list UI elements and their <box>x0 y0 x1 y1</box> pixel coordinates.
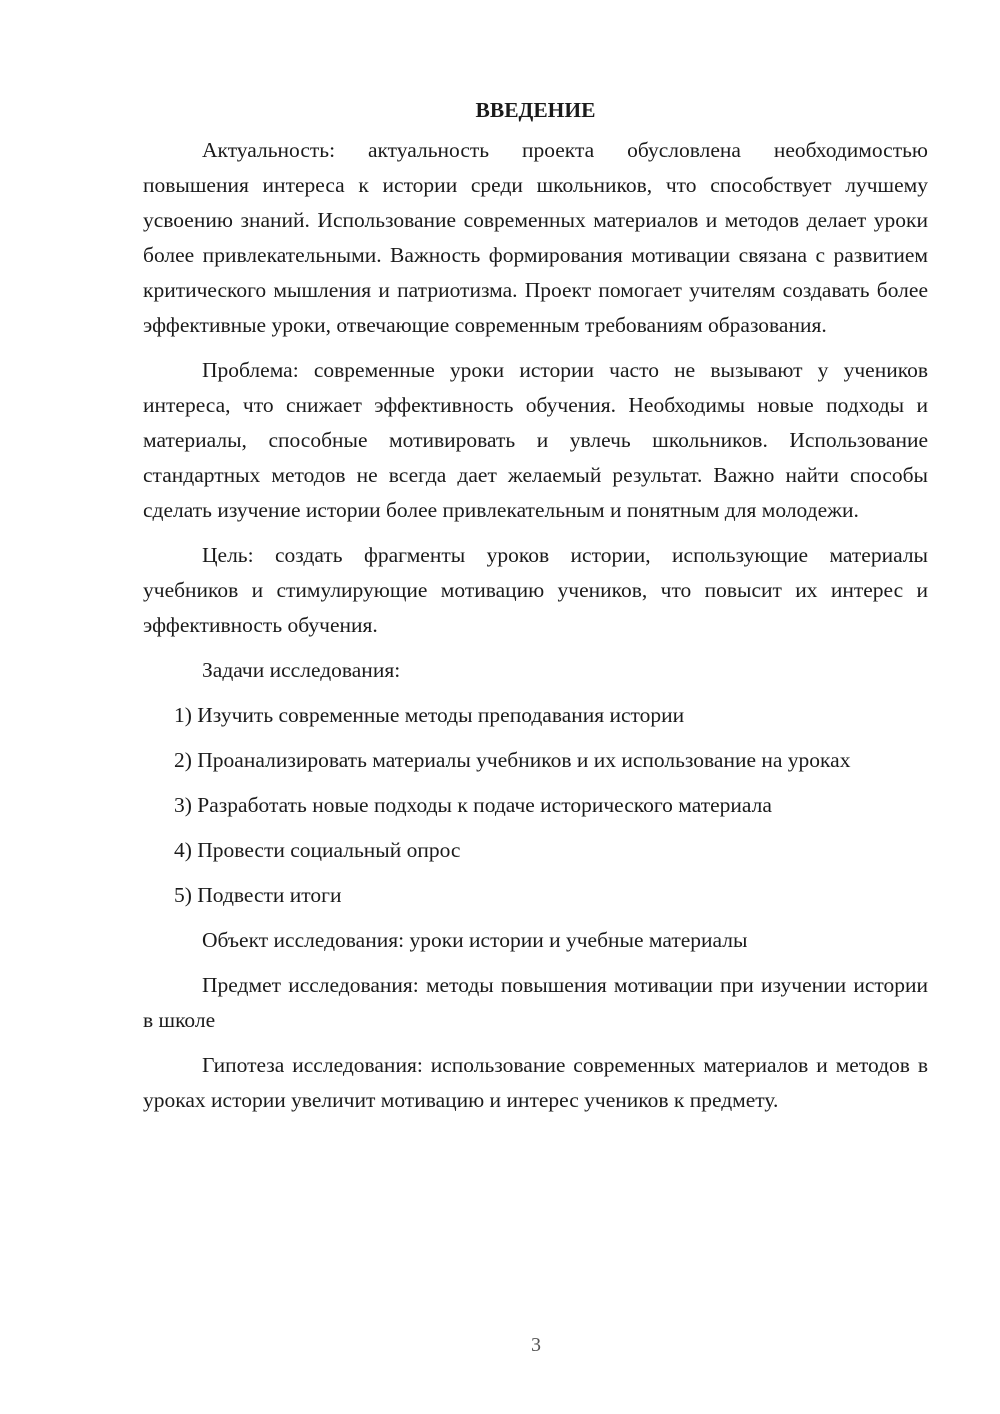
paragraph-hypothesis: Гипотеза исследования: использование современных материалов и методов в уроках истории увеличит мотивацию и интерес учеников к предмету. <box>143 1053 928 1112</box>
page-title: ВВЕДЕНИЕ <box>475 98 596 122</box>
paragraph-goal: Цель: создать фрагменты уроков истории, использующие материалы учебников и стимулирующие мотивацию учеников, что повысит их интерес и эффективность обучения. <box>143 543 928 637</box>
task-item-1: 1) Изучить современные методы преподавания истории <box>174 703 685 727</box>
task-item-5: 5) Подвести итоги <box>174 883 342 907</box>
task-item-3: 3) Разработать новые подходы к подаче исторического материала <box>174 793 772 817</box>
paragraph-problem: Проблема: современные уроки истории часто не вызывают у учеников интереса, что снижает эффективность обучения. Необходимы новые подходы и материалы, способные мотивировать и увлечь школьников. Использование стандартных методов не всегда дает желаемый результат. Важно найти способы сделать изучение истории более привлекательным и понятным для молодежи. <box>143 358 928 522</box>
paragraph-relevance: Актуальность: актуальность проекта обусловлена необходимостью повышения интереса к истории среди школьников, что способствует лучшему усвоению знаний. Использование современных материалов и методов делает уроки более привлекательными. Важность формирования мотивации связана с развитием критического мышления и патриотизма. Проект помогает учителям создавать более эффективные уроки, отвечающие современным требованиям образования. <box>143 138 928 337</box>
tasks-heading: Задачи исследования: <box>202 658 401 682</box>
paragraph-object: Объект исследования: уроки истории и учебные материалы <box>202 928 748 952</box>
page-number: 3 <box>531 1334 541 1356</box>
task-item-4: 4) Провести социальный опрос <box>174 838 461 862</box>
task-item-2: 2) Проанализировать материалы учебников и их использование на уроках <box>174 748 851 772</box>
paragraph-subject: Предмет исследования: методы повышения мотивации при изучении истории в школе <box>143 973 928 1032</box>
page-content <box>143 93 928 1118</box>
